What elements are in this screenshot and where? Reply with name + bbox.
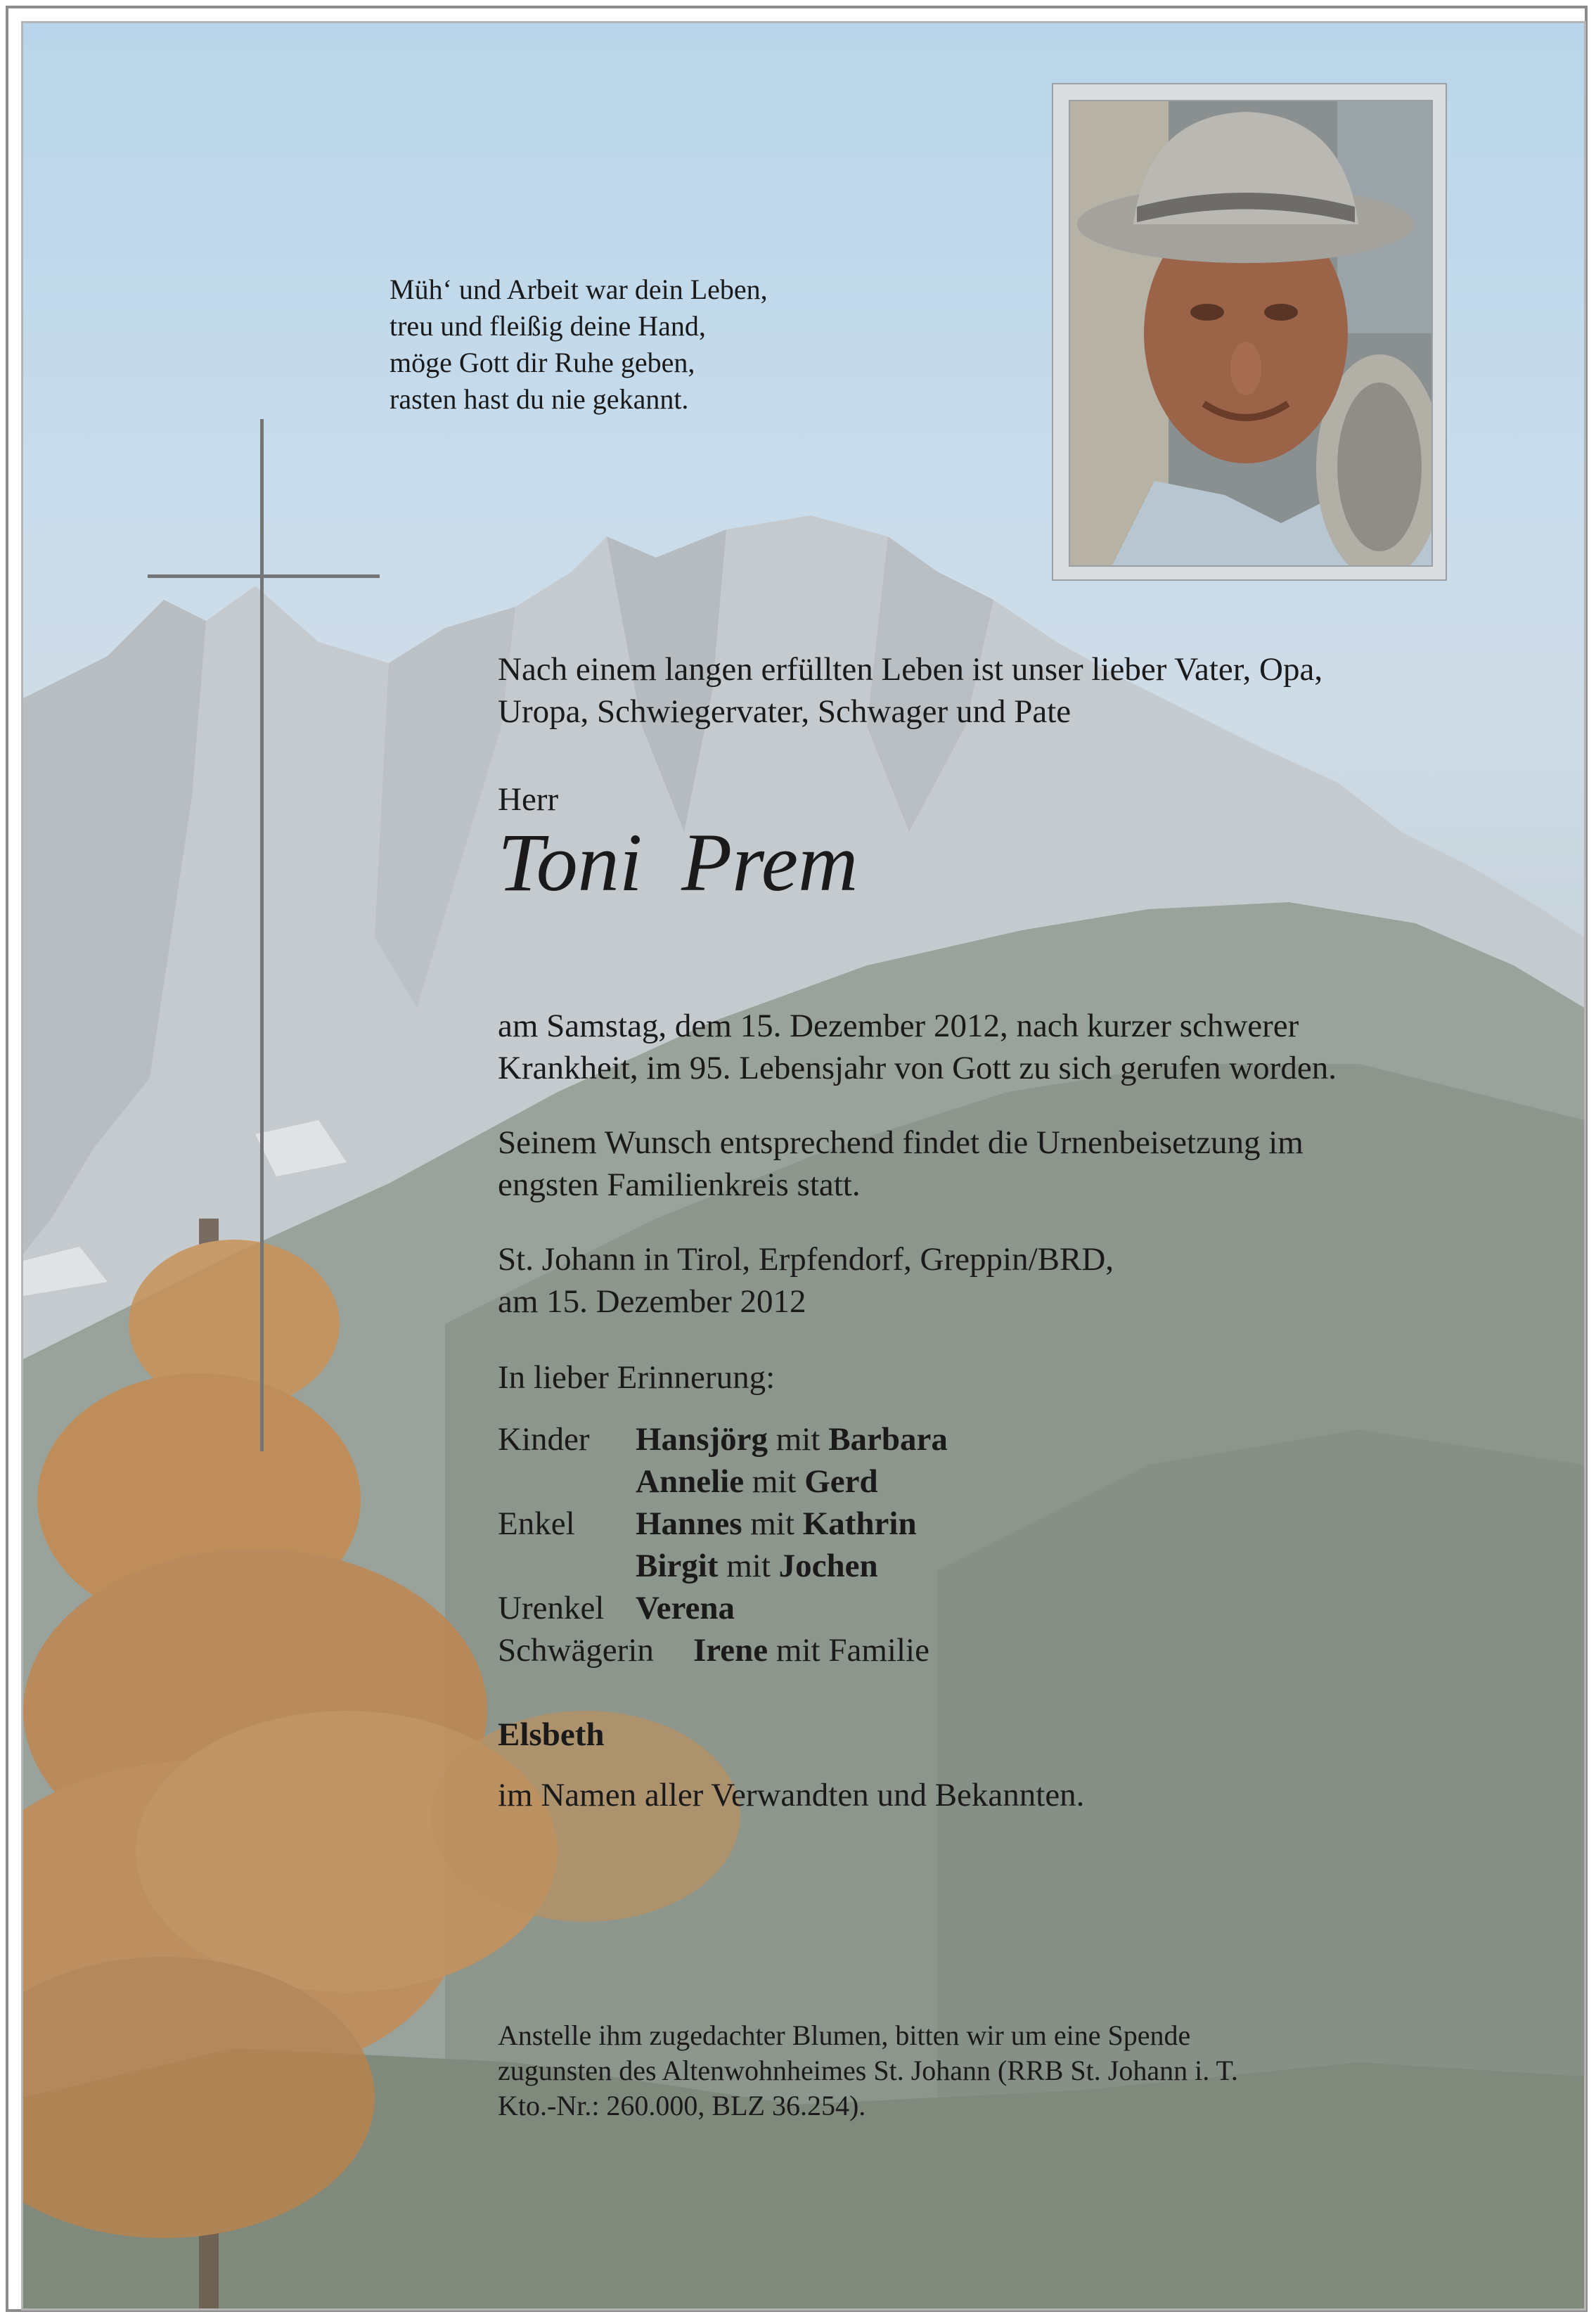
intro-line: Nach einem langen erfüllten Leben ist unser lieber Vater, Opa,: [498, 651, 1323, 688]
relative-name: Annelie: [636, 1463, 745, 1500]
family-list: [498, 1418, 1337, 1671]
donation-line: zugunsten des Altenwohnheimes St. Johann (RRB St. Johann i. T.: [498, 2055, 1238, 2086]
relative-name: Kathrin: [802, 1505, 917, 1542]
family-label: Schwägerin: [498, 1632, 654, 1669]
family-names: [636, 1418, 948, 1460]
family-row-kinder-2: [498, 1460, 1337, 1503]
poem-line: Müh‘ und Arbeit war dein Leben,: [390, 274, 768, 305]
memorial-poem: [390, 271, 768, 418]
family-names: [636, 1460, 878, 1503]
relative-name: Jochen: [778, 1548, 878, 1584]
family-names: [636, 1503, 917, 1545]
family-label: Urenkel: [498, 1590, 605, 1626]
family-row-kinder-1: [498, 1418, 1337, 1460]
relative-name: Barbara: [828, 1421, 948, 1458]
relative-name: Irene: [693, 1632, 768, 1669]
family-names: [693, 1629, 929, 1671]
poem-line: möge Gott dir Ruhe geben,: [390, 347, 695, 378]
relatives-line: im Namen aller Verwandten und Bekannten.: [498, 1777, 1085, 1813]
portrait-frame: [1052, 83, 1447, 581]
relative-name: Hansjörg: [636, 1421, 768, 1458]
family-names: [636, 1545, 878, 1587]
donation-line: Anstelle ihm zugedachter Blumen, bitten wir um eine Spende: [498, 2019, 1191, 2051]
with-word: mit: [726, 1548, 771, 1584]
family-label: Kinder: [498, 1421, 590, 1458]
place-line: St. Johann in Tirol, Erpfendorf, Greppin/BRD,: [498, 1241, 1114, 1278]
family-names: [636, 1587, 735, 1629]
remembrance-heading: In lieber Erinnerung:: [498, 1359, 776, 1396]
wish-line: Seinem Wunsch entsprechend findet die Urnenbeisetzung im: [498, 1124, 1304, 1161]
with-word: mit: [776, 1421, 820, 1458]
family-label: Enkel: [498, 1505, 575, 1542]
poem-line: rasten hast du nie gekannt.: [390, 383, 689, 415]
signer-name: Elsbeth: [498, 1716, 605, 1753]
portrait-image: [1070, 101, 1431, 565]
family-row-urenkel: [498, 1587, 1337, 1629]
family-row-enkel-1: [498, 1503, 1337, 1545]
relative-name: Verena: [636, 1590, 735, 1626]
relative-name: Gerd: [804, 1463, 878, 1500]
family-row-enkel-2: [498, 1545, 1337, 1587]
portrait-photo: [1069, 100, 1433, 567]
intro-line: Uropa, Schwiegervater, Schwager und Pate: [498, 693, 1071, 730]
death-line: Krankheit, im 95. Lebensjahr von Gott zu sich gerufen worden.: [498, 1050, 1337, 1086]
honorific: Herr: [498, 781, 559, 818]
donation-line: Kto.-Nr.: 260.000, BLZ 36.254).: [498, 2090, 866, 2121]
deceased-name: Toni Prem: [498, 816, 858, 908]
cross-horizontal-bar: [148, 574, 380, 578]
donation-note: [498, 2018, 1238, 2124]
relative-name: Birgit: [636, 1548, 719, 1584]
with-word: mit: [750, 1505, 794, 1542]
place-line: am 15. Dezember 2012: [498, 1283, 806, 1320]
obituary-text: [498, 648, 1337, 1816]
poem-line: treu und fleißig deine Hand,: [390, 310, 706, 342]
death-line: am Samstag, dem 15. Dezember 2012, nach kurzer schwerer: [498, 1008, 1299, 1044]
family-row-schwaegerin: [498, 1629, 1337, 1671]
wish-line: engsten Familienkreis statt.: [498, 1167, 861, 1203]
relative-name: Hannes: [636, 1505, 742, 1542]
with-word: mit: [752, 1463, 797, 1500]
family-suffix: mit Familie: [776, 1632, 929, 1669]
